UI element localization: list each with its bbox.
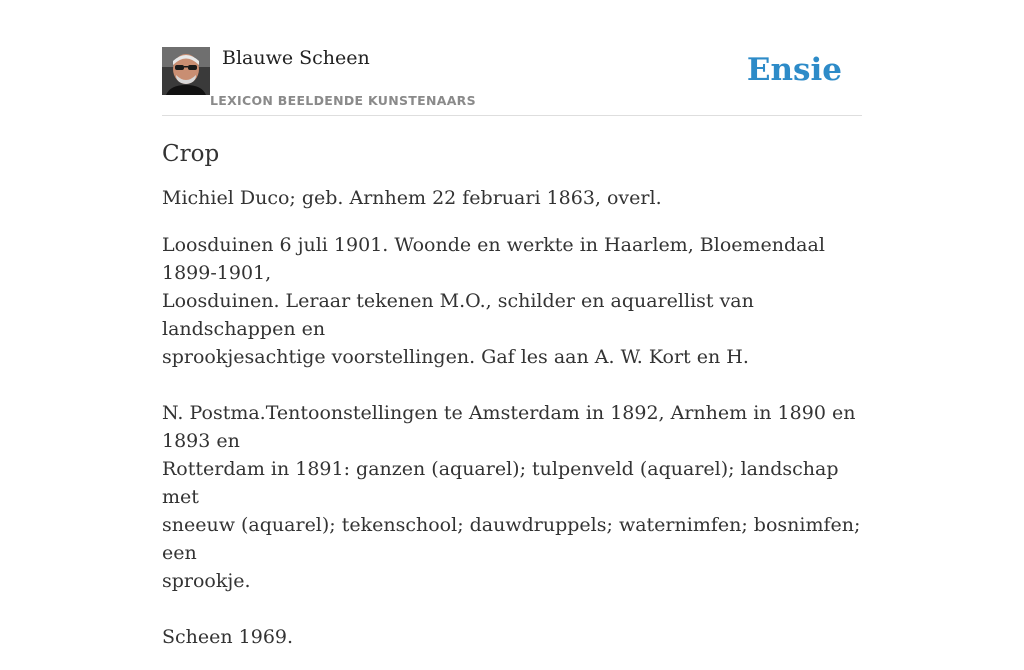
article-title: Crop: [162, 141, 220, 167]
article-paragraph-2: Loosduinen 6 juli 1901. Woonde en werkte in Haarlem, Bloemendaal 1899-1901, Loosduinen. Leraar tekenen M.O., schilder en aquarellist van landschappen en sprookjesachtige voorstellingen. Gaf les aan A. W. Kort en H.: [162, 234, 825, 368]
author-avatar[interactable]: [162, 47, 210, 95]
author-name[interactable]: Blauwe Scheen: [222, 47, 370, 69]
article-paragraph-4: Scheen 1969.: [162, 626, 294, 648]
section-label[interactable]: LEXICON BEELDENDE KUNSTENAARS: [210, 93, 476, 108]
article-body: [162, 138, 862, 670]
article-paragraph-1: Michiel Duco; geb. Arnhem 22 februari 1863, overl.: [162, 187, 662, 209]
article-paragraph-3: N. Postma.Tentoonstellingen te Amsterdam in 1892, Arnhem in 1890 en 1893 en Rotterdam in 1891: ganzen (aquarel); tulpenveld (aquarel); landschap met sneeuw (aquarel); tekenschool; dauwdruppels; waternimfen; bosnimfen; een sprookje.: [162, 402, 861, 592]
article-header: [162, 46, 862, 116]
ensie-logo[interactable]: Ensie: [746, 52, 842, 88]
avatar-portrait-icon: [162, 47, 210, 95]
